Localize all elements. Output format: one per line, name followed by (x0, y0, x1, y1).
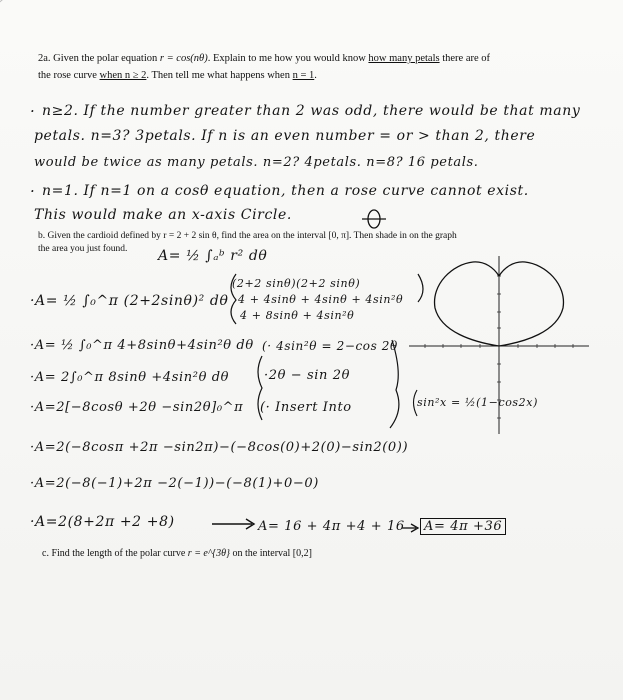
step-1: ·A= ½ ∫₀^π (2+2sinθ)² dθ (30, 293, 229, 309)
area-formula: A= ½ ∫ₐᵇ r² dθ (158, 248, 268, 264)
question-2c: c. Find the length of the polar curve r = e^{3θ} on the interval [0,2] (42, 548, 312, 559)
answer-2a-bullet-2: · (30, 182, 36, 200)
final-answer-box: A= 4π +36 (420, 518, 506, 535)
power-reduction-identity: sin²x = ½(1−cos2x) (417, 396, 538, 409)
answer-2a-line-3: would be twice as many petals. n=2? 4petals. n=8? 16 petals. (34, 155, 479, 170)
answer-2a-line-1: n≥2. If the number greater than 2 was odd, there would be that many (42, 103, 581, 119)
question-2a-line-1: 2a. Given the polar equation r = cos(nθ). Explain to me how you would know how many petals there are of (38, 53, 491, 64)
identity-1: (· 4sin²θ = 2−cos 2θ (262, 339, 398, 353)
result-mid: A= 16 + 4π +4 + 16 (258, 519, 405, 534)
insert-note: (· Insert Into (260, 400, 352, 415)
step-5: ·A=2(−8cosπ +2π −sin2π)−(−8cos(0)+2(0)−sin2(0)) (30, 440, 409, 455)
step-4: ·A=2[−8cosθ +2θ −sin2θ]₀^π (30, 400, 244, 415)
expansion-line-3: 4 + 8sinθ + 4sin²θ (240, 309, 355, 322)
answer-2a-line-4: n=1. If n=1 on a cosθ equation, then a rose curve cannot exist. (42, 183, 529, 199)
step-7: ·A=2(8+2π +2 +8) (30, 514, 175, 530)
expansion-line-2: 4 + 4sinθ + 4sinθ + 4sin²θ (238, 293, 404, 306)
question-2a-line-2: the rose curve when n ≥ 2. Then tell me what happens when n = 1. (38, 70, 317, 82)
answer-2a-line-2: petals. n=3? 3petals. If n is an even number = or > than 2, there (34, 128, 536, 144)
answer-2a-line-5: This would make an x-axis Circle. (34, 207, 292, 223)
question-2b-line-1: b. Given the cardioid defined by r = 2 + 2 sin θ, find the area on the interval [0, π]. Then shade in on the graph (38, 231, 457, 241)
step-6: ·A=2(−8(−1)+2π −2(−1))−(−8(1)+0−0) (30, 476, 319, 491)
step-3: ·A= 2∫₀^π 8sinθ +4sin²θ dθ (30, 370, 230, 385)
step-2: ·A= ½ ∫₀^π 4+8sinθ+4sin²θ dθ (30, 338, 254, 353)
question-2b-line-2: the area you just found. (38, 243, 128, 254)
answer-2a-bullet-1: · (30, 102, 36, 120)
expansion-line-1: (2+2 sinθ)(2+2 sinθ) (232, 277, 361, 290)
identity-2: ·2θ − sin 2θ (264, 368, 351, 383)
